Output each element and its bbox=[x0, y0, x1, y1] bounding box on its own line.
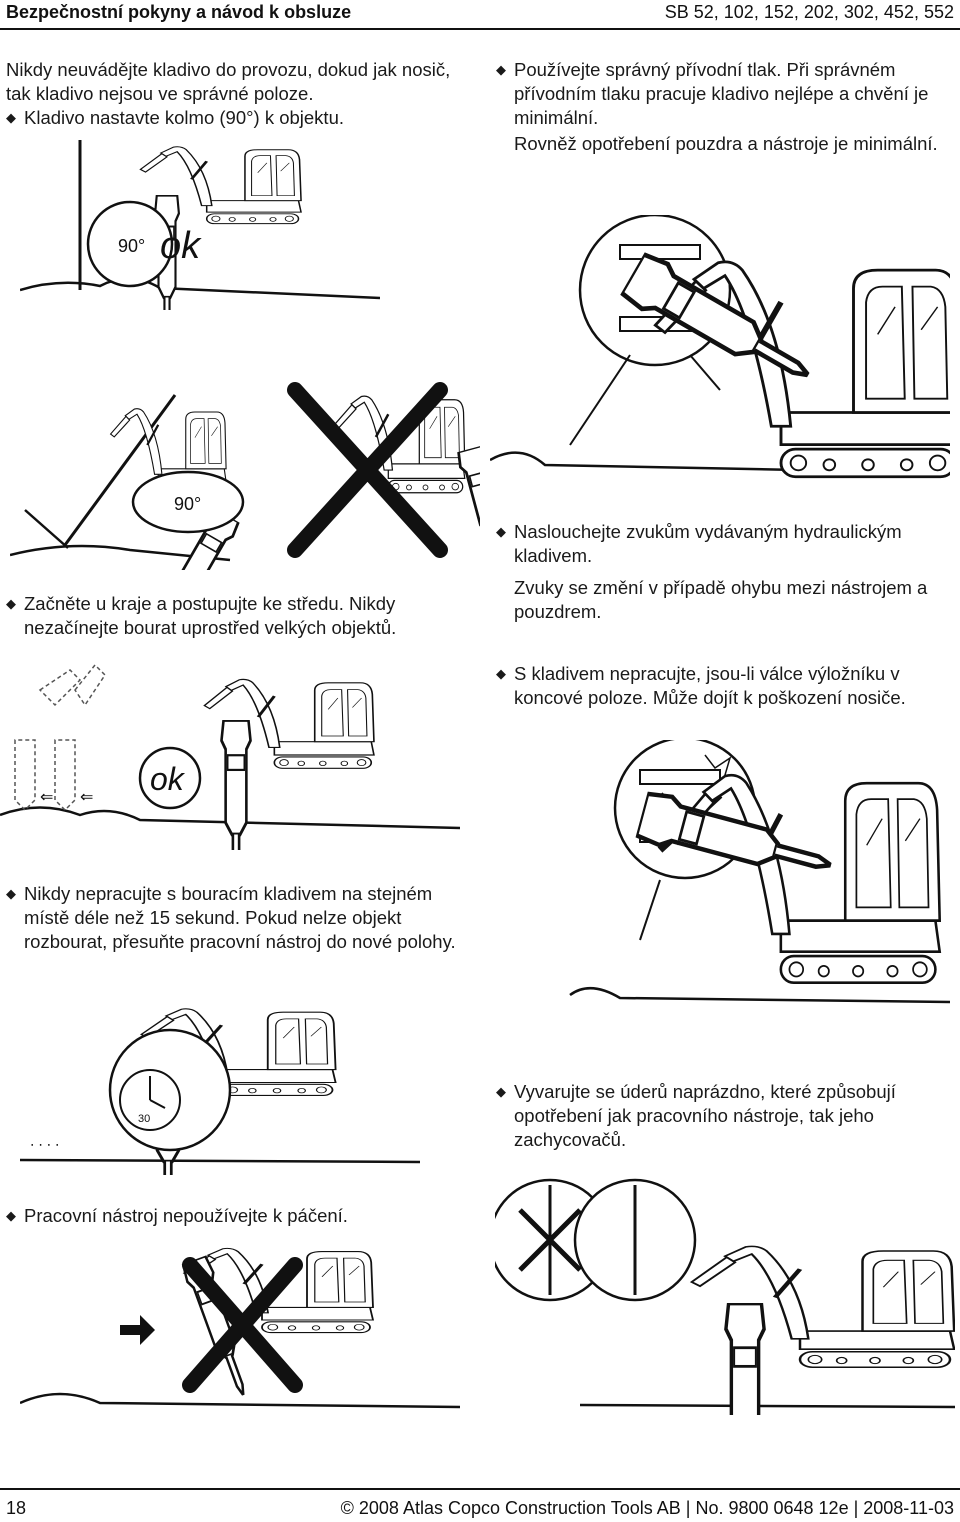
ground-line bbox=[570, 988, 950, 1002]
figure-timer bbox=[20, 990, 420, 1175]
section-start-edge bbox=[6, 592, 466, 640]
figure-vertical-hammer bbox=[20, 140, 380, 310]
svg-text:‧ ‧ ‧ ‧: ‧ ‧ ‧ ‧ bbox=[30, 1137, 60, 1153]
bullet-text: ◆ Používejte správný přívodní tlak. Při správném přívodním tlaku pracuje kladivo nejlépe a chvění je minimální. bbox=[496, 58, 946, 130]
ok-label: ok bbox=[160, 225, 201, 267]
header-models: SB 52, 102, 152, 202, 302, 452, 552 bbox=[664, 2, 954, 22]
extra-text: Rovněž opotřebení pouzdra a nástroje je minimální. bbox=[514, 133, 938, 154]
figure-feed-pressure bbox=[490, 215, 950, 505]
bullet-text: ◆ Naslouchejte zvukům vydávaným hydraulickým kladivem. bbox=[496, 520, 951, 568]
svg-text:⇐: ⇐ bbox=[40, 789, 54, 806]
figure-blank-firing bbox=[495, 1165, 955, 1415]
ground-line bbox=[20, 1394, 460, 1407]
section-no-prying bbox=[6, 1204, 466, 1228]
section-15-seconds bbox=[6, 882, 466, 954]
bullet-text: ◆ Začněte u kraje a postupujte ke středu. Nikdy nezačínejte bourat uprostřed velkých objektů. bbox=[6, 592, 466, 640]
angle-label: 90° bbox=[174, 494, 202, 514]
figure-no-prying bbox=[20, 1235, 460, 1415]
bullet-text: ◆ S kladivem nepracujte, jsou-li válce výložníku v koncové poloze. Může dojít k poškození nosiče. bbox=[496, 662, 951, 710]
bullet-text: ◆ Nikdy nepracujte s bouracím kladivem na stejném místě déle než 15 sekund. Pokud nelze objekt rozbourat, přesuňte pracovní nástroj do nové polohy. bbox=[6, 882, 466, 954]
section-listen-sounds bbox=[496, 520, 951, 624]
lead-text: Nikdy neuvádějte kladivo do provozu, dokud jak nosič, tak kladivo nejsou ve správné poloze. bbox=[6, 59, 451, 104]
page-header bbox=[0, 0, 960, 28]
section-correct-position bbox=[6, 58, 466, 130]
section-blank-firing bbox=[496, 1080, 951, 1152]
header-rule bbox=[0, 28, 960, 30]
section-feed-pressure bbox=[496, 58, 946, 156]
figure-move-hammer bbox=[0, 660, 460, 850]
angle-label: 90° bbox=[118, 236, 146, 256]
footer-rule bbox=[0, 1488, 960, 1490]
extra-text: Zvuky se změní v případě ohybu mezi nástrojem a pouzdrem. bbox=[514, 577, 928, 622]
figure-end-position bbox=[490, 740, 950, 1020]
bullet-text: ◆ Vyvarujte se úderů naprázdno, které způsobují opotřebení jak pracovního nástroje, tak jeho zachycovačů. bbox=[496, 1080, 951, 1152]
footer-copyright: © 2008 Atlas Copco Construction Tools AB | No. 9800 0648 12e | 2008-11-03 bbox=[340, 1498, 954, 1518]
svg-text:⇐: ⇐ bbox=[80, 789, 94, 806]
ground-line bbox=[580, 1405, 955, 1407]
page-number: 18 bbox=[6, 1498, 27, 1518]
ground-line bbox=[20, 1160, 420, 1162]
bullet-text: ◆ Pracovní nástroj nepoužívejte k páčení. bbox=[6, 1204, 466, 1228]
ok-label: ok bbox=[150, 761, 184, 797]
arrow-icon bbox=[120, 1315, 155, 1345]
timer-label: 30 bbox=[138, 1113, 151, 1125]
ground-line bbox=[20, 278, 380, 298]
header-title: Bezpečnostní pokyny a návod k obsluze bbox=[6, 2, 352, 22]
section-end-position bbox=[496, 662, 951, 710]
bullet-text: ◆ Kladivo nastavte kolmo (90°) k objektu. bbox=[6, 106, 466, 130]
page-footer bbox=[0, 1488, 960, 1522]
figure-start-edge bbox=[10, 370, 480, 570]
